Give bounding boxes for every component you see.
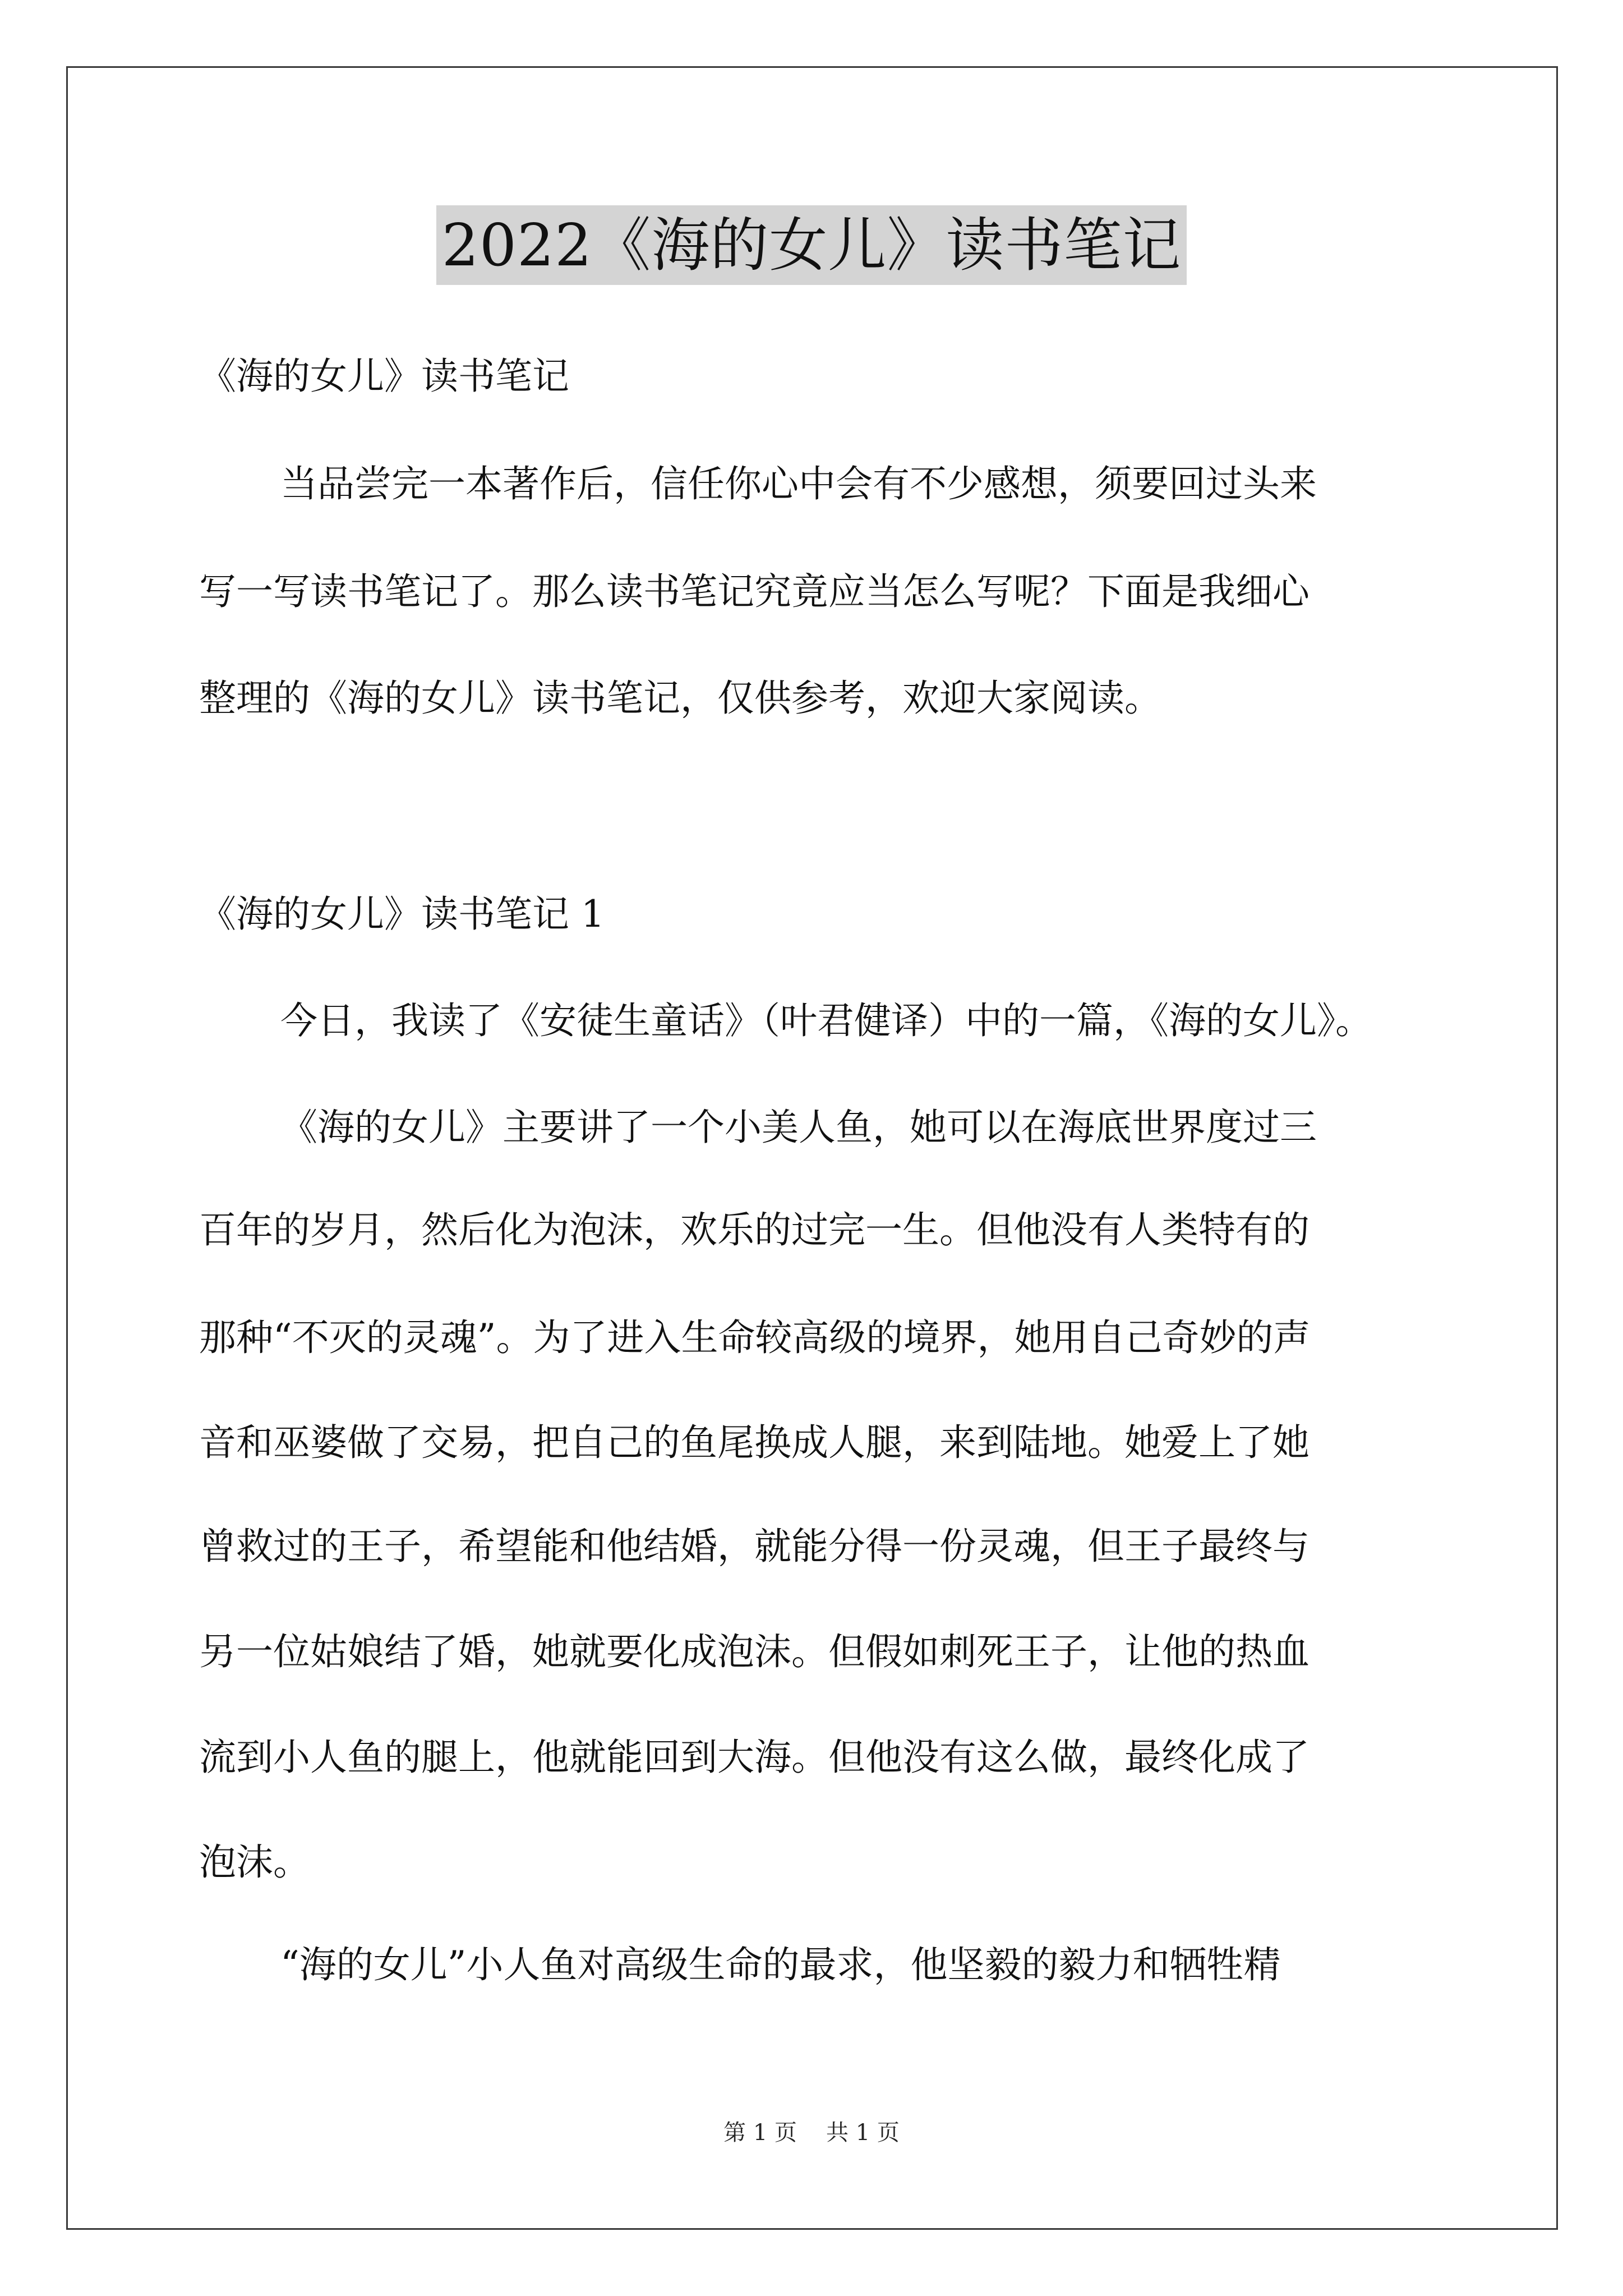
section-line-5: 音和巫婆做了交易，把自己的鱼尾换成人腿，来到陆地。她爱上了她	[199, 1421, 1310, 1464]
title-container	[0, 205, 1623, 285]
page-total: 共 1 页	[826, 2120, 900, 2146]
intro-line-3: 整理的《海的女儿》读书笔记，仅供参考，欢迎大家阅读。	[199, 677, 1161, 720]
intro-line-2: 写一写读书笔记了。那么读书笔记究竟应当怎么写呢？下面是我细心	[199, 570, 1310, 613]
intro-line-1: 当品尝完一本著作后，信任你心中会有不少感想，须要回过头来	[280, 462, 1317, 505]
page-footer	[0, 2118, 1623, 2147]
section-line-6: 曾救过的王子，希望能和他结婚，就能分得一份灵魂，但王子最终与	[199, 1525, 1310, 1568]
section-line-9: 泡沫。	[199, 1841, 310, 1884]
page-number: 第 1 页	[723, 2120, 797, 2146]
section-line-3: 百年的岁月，然后化为泡沫，欢乐的过完一生。但他没有人类特有的	[199, 1208, 1310, 1251]
section-line-4: 那种“不灭的灵魂”。为了进入生命较高级的境界，她用自己奇妙的声	[199, 1316, 1311, 1359]
section-line-8: 流到小人鱼的腿上，他就能回到大海。但他没有这么做，最终化成了	[199, 1736, 1310, 1779]
section-line-10: “海的女儿”小人鱼对高级生命的最求，他坚毅的毅力和牺牲精	[280, 1943, 1281, 1986]
section-line-2: 《海的女儿》主要讲了一个小美人鱼，她可以在海底世界度过三	[280, 1106, 1317, 1149]
section-line-7: 另一位姑娘结了婚，她就要化成泡沫。但假如刺死王子，让他的热血	[199, 1630, 1310, 1673]
document-title: 2022《海的女儿》读书笔记	[436, 205, 1187, 285]
section-line-1: 今日，我读了《安徒生童话》（叶君健译）中的一篇，《海的女儿》。	[280, 999, 1372, 1042]
section-heading: 《海的女儿》读书笔记 1	[199, 892, 605, 936]
intro-heading: 《海的女儿》读书笔记	[199, 355, 569, 398]
